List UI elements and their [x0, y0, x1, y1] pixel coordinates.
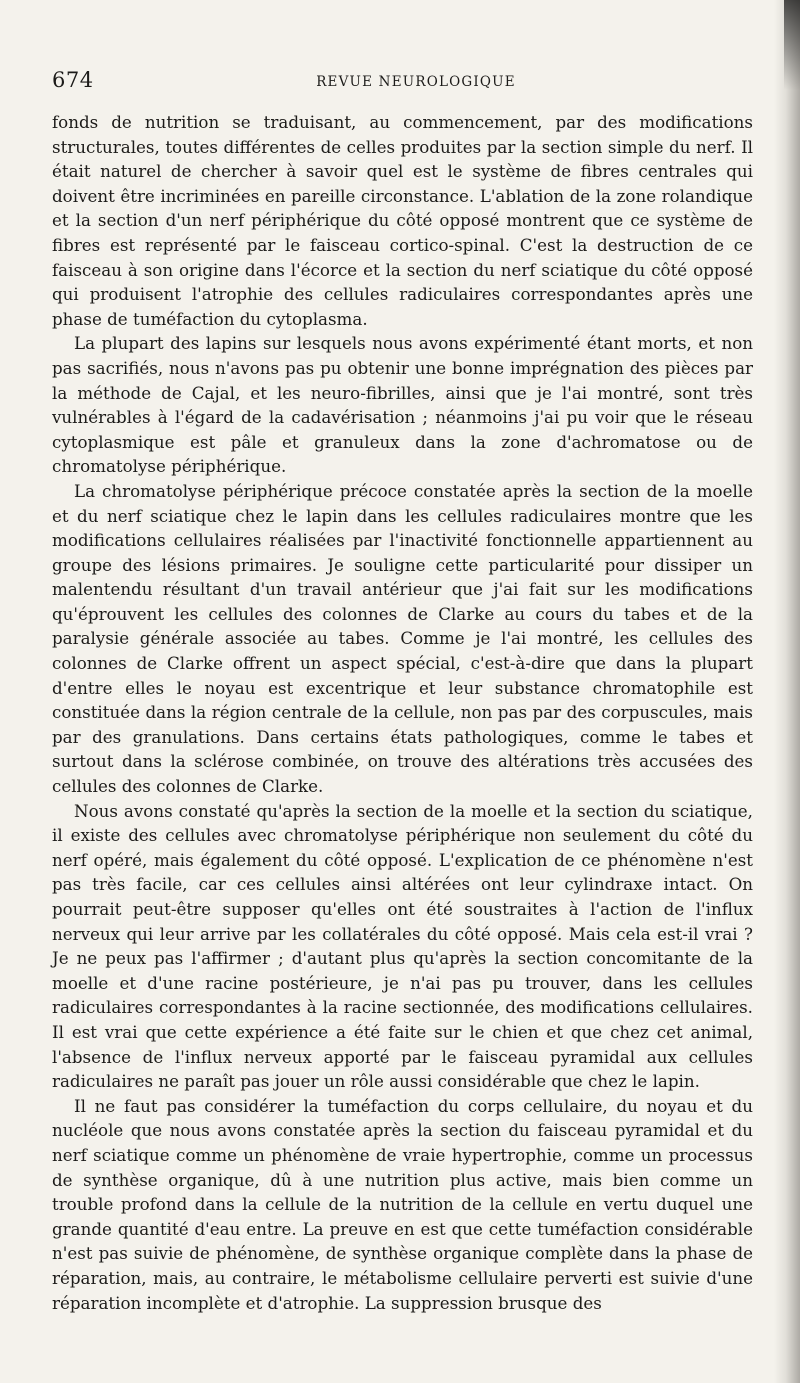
page-edge-shadow: [774, 0, 800, 1383]
paragraph-2: La plupart des lapins sur lesquels nous avons expérimenté étant morts, et non pas sacrifiés, nous n'avons pas pu obtenir une bonne imprégnation des pièces par la méthode de Cajal, et les neuro-fibrilles, ainsi que je l'ai montré, sont très vulnérables à l'égard de la cadavérisation ; néanmoins j'ai pu voir que le réseau cytoplasmique est pâle et granuleux dans la zone d'achromatose ou de chromatolyse périphérique.: [52, 333, 753, 477]
paragraph-4: Nous avons constaté qu'après la section de la moelle et la section du sciatique, il existe des cellules avec chromatolyse périphérique non seulement du côté du nerf opéré, mais également du côté opposé. L'explication de ce phénomène n'est pas très facile, car ces cellules ainsi altérées ont leur cylindraxe intact. On pourrait peut-être supposer qu'elles ont été soustraites à l'action de l'influx nerveux qui leur arrive par les collatérales du côté opposé. Mais cela est-il vrai ? Je ne peux pas l'affirmer ; d'autant plus qu'après la section concomitante de la moelle et d'une racine postérieure, je n'ai pas pu trouver, dans les cellules radiculaires correspondantes à la racine sectionnée, des modifications cellulaires. Il est vrai que cette expérience a été faite sur le chien et que chez cet animal, l'absence de l'influx nerveux apporté par le faisceau pyramidal aux cellules radiculaires ne paraît pas jouer un rôle aussi considérable que chez le lapin.: [52, 800, 753, 1092]
page-number: 674: [52, 68, 94, 92]
page-corner-shadow: [784, 0, 800, 90]
paragraph-5: Il ne faut pas considérer la tuméfaction du corps cellulaire, du noyau et du nucléole que nous avons constatée après la section du faisceau pyramidal et du nerf sciatique comme un phénomène de vraie hypertrophie, comme un processus de synthèse organique, dû à une nutrition plus active, mais bien comme un trouble profond dans la cellule de la nutrition de la cellule en vertu duquel une grande quantité d'eau entre. La preuve en est que cette tuméfaction considérable n'est pas suivie de phénomène, de synthèse organique complète dans la phase de réparation, mais, au contraire, le métabolisme cellulaire perverti est suivie d'une réparation incomplète et d'atrophie. La suppression brusque des: [52, 1095, 753, 1313]
paragraph-1: fonds de nutrition se traduisant, au commencement, par des modifications structurales, toutes différentes de celles produites par la section simple du nerf. Il était naturel de chercher à savoir quel est le système de fibres centrales qui doivent être incriminées en pareille circonstance. L'ablation de la zone rolandique et la section d'un nerf périphérique du côté opposé montrent que ce système de fibres est représenté par le faisceau cortico-spinal. C'est la destruction de ce faisceau à son origine dans l'écorce et la section du nerf sciatique du côté opposé qui produisent l'atrophie des cellules radiculaires correspondantes après une phase de tuméfaction du cytoplasma.: [52, 112, 753, 329]
page-header: [52, 68, 752, 96]
article-body: [52, 110, 753, 1315]
paragraph-3: La chromatolyse périphérique précoce constatée après la section de la moelle et du nerf sciatique chez le lapin dans les cellules radiculaires montre que les modifications cellulaires réalisées par l'inactivité fonctionnelle appartiennent au groupe des lésions primaires. Je souligne cette particularité pour dissiper un malentendu résultant d'un travail antérieur que j'ai fait sur les modifications qu'éprouvent les cellules des colonnes de Clarke au cours du tabes et de la paralysie générale associée au tabes. Comme je l'ai montré, les cellules des colonnes de Clarke offrent un aspect spécial, c'est-à-dire que dans la plupart d'entre elles le noyau est excentrique et leur substance chromatophile est constituée dans la région centrale de la cellule, non pas par des corpuscules, mais par des granulations. Dans certains états pathologiques, comme le tabes et surtout dans la sclérose combinée, on trouve des altérations très accusées des cellules des colonnes de Clarke.: [52, 480, 753, 797]
running-title: REVUE NEUROLOGIQUE: [316, 74, 516, 90]
